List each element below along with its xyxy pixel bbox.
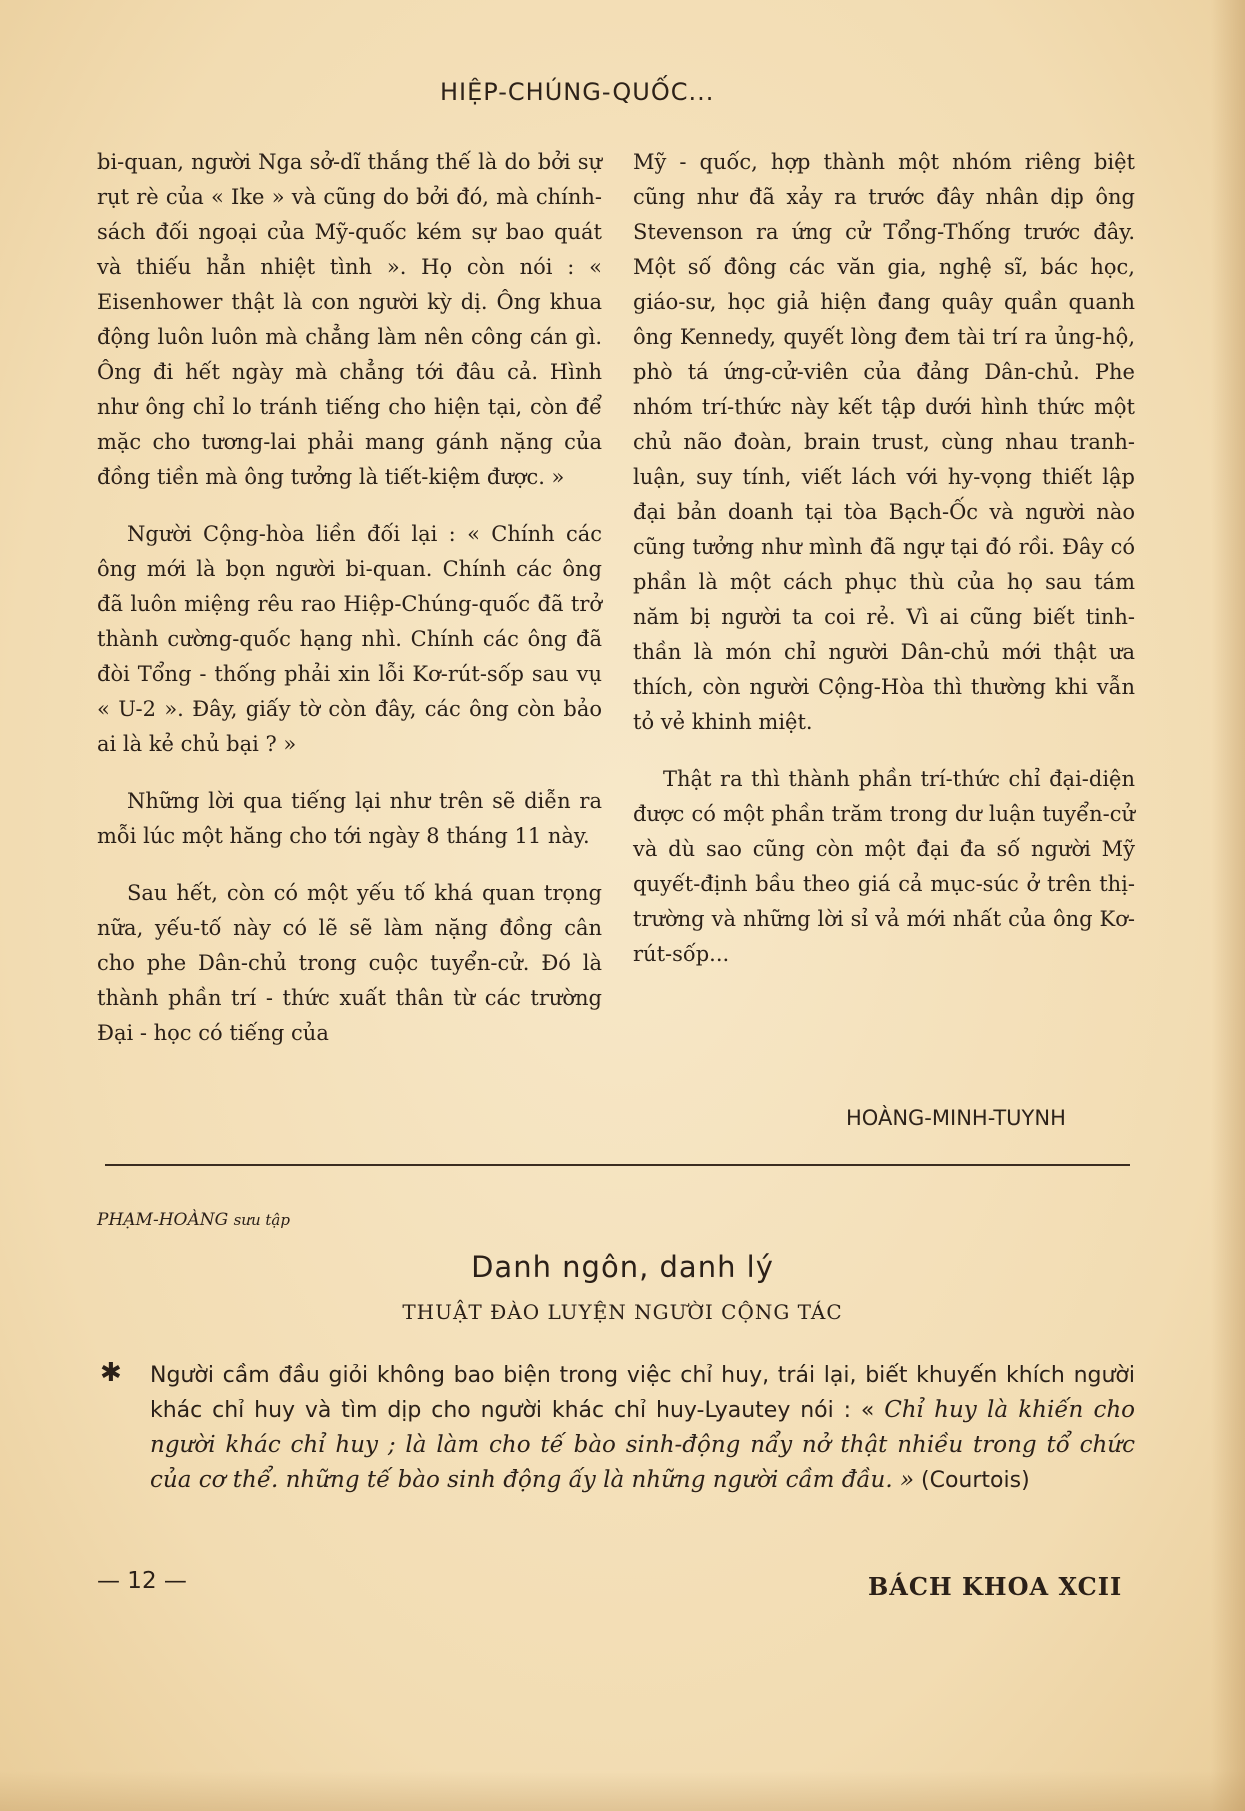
paragraph: bi-quan, người Nga sở-dĩ thắng thế là do bởi sự rụt rè của « Ike » và cũng do bởi đó, mà chính-sách đối ngoại của Mỹ-quốc kém sự bao quát và thiếu hẳn nhiệt tình ». Họ còn nói : « Eisenhower thật là con người kỳ dị. Ông khua động luôn luôn mà chẳng làm nên công cán gì. Ông đi hết ngày mà chẳng tới đâu cả. Hình như ông chỉ lo tránh tiếng cho hiện tại, còn để mặc cho tương-lai phải mang gánh nặng của đồng tiền mà ông tưởng là tiết-kiệm được. » (97, 150, 602, 489)
page-edge-shadow (1211, 0, 1245, 1811)
paragraph: Sau hết, còn có một yếu tố khá quan trọng nữa, yếu-tố này có lẽ sẽ làm nặng đồng cân cho phe Dân-chủ trong cuộc tuyển-cử. Đó là thành phần trí - thức xuất thân từ các trường Đại - học có tiếng của (97, 881, 602, 1045)
right-column (633, 145, 1135, 994)
star-bullet-icon: ✱ (100, 1358, 122, 1388)
quote-block (150, 1358, 1135, 1498)
left-column (97, 145, 602, 1073)
magazine-issue: BÁCH KHOA XCII (868, 1572, 1123, 1601)
paragraph: Người Cộng-hòa liền đối lại : « Chính các ông mới là bọn người bi-quan. Chính các ông đã luôn miệng rêu rao Hiệp-Chúng-quốc đã trở thành cường-quốc hạng nhì. Chính các ông đã đòi Tổng - thống phải xin lỗi Kơ-rút-sốp sau vụ « U-2 ». Đây, giấy tờ còn đây, các ông còn bảo ai là kẻ chủ bại ? » (97, 522, 602, 756)
page-edge-shadow-bottom (0, 1771, 1245, 1811)
compiler-role: sưu tập (233, 1211, 290, 1229)
section-divider (105, 1164, 1130, 1166)
paragraph: Thật ra thì thành phần trí-thức chỉ đại-diện được có một phần trăm trong dư luận tuyển-cử và dù sao cũng còn một đại đa số người Mỹ quyết-định bầu theo giá cả mục-súc ở trên thị-trường và những lời sỉ vả mới nhất của ông Kơ-rút-sốp... (633, 767, 1135, 966)
compiler-name: PHẠM-HOÀNG (97, 1210, 229, 1230)
running-title: HIỆP-CHÚNG-QUỐC... (440, 78, 715, 106)
compiler-credit (97, 1210, 290, 1230)
quote-lead: Người cầm đầu giỏi không bao biện trong việc chỉ huy, trái lại, biết khuyến khích người khác chỉ huy và tìm dịp cho người khác chỉ huy-Lyautey nói : « (150, 1363, 1135, 1423)
section-title: Danh ngôn, danh lý (471, 1250, 774, 1284)
quote-italic: Chỉ huy là khiến cho người khác chỉ huy ; là làm cho tế bào sinh-động nẩy nở thật nhiều trong tổ chức của cơ thể. những tế bào sinh động ấy là những người cầm đầu. » (150, 1397, 1136, 1493)
paragraph: Những lời qua tiếng lại như trên sẽ diễn ra mỗi lúc một hăng cho tới ngày 8 tháng 11 này. (97, 789, 602, 848)
author-byline: HOÀNG-MINH-TUYNH (846, 1106, 1066, 1130)
quote-source: (Courtois) (921, 1468, 1030, 1493)
paragraph: Mỹ - quốc, hợp thành một nhóm riêng biệt cũng như đã xảy ra trước đây nhân dịp ông Stevenson ra ứng cử Tổng-Thống trước đây. Một số đông các văn gia, nghệ sĩ, bác học, giáo-sư, học giả hiện đang quây quần quanh ông Kennedy, quyết lòng đem tài trí ra ủng-hộ, phò tá ứng-cử-viên của đảng Dân-chủ. Phe nhóm trí-thức này kết tập dưới hình thức một chủ não đoàn, brain trust, cùng nhau tranh-luận, suy tính, viết lách với hy-vọng thiết lập đại bản doanh tại tòa Bạch-Ốc và người nào cũng tưởng như mình đã ngự tại đó rồi. Đây có phần là một cách phục thù của họ sau tám năm bị người ta coi rẻ. Vì ai cũng biết tinh-thần là món chỉ người Dân-chủ mới thật ưa thích, còn người Cộng-Hòa thì thường khi vẫn tỏ vẻ khinh miệt. (633, 150, 1135, 734)
section-subtitle: THUẬT ĐÀO LUYỆN NGƯỜI CỘNG TÁC (402, 1300, 843, 1324)
page-number: — 12 — (97, 1568, 187, 1594)
